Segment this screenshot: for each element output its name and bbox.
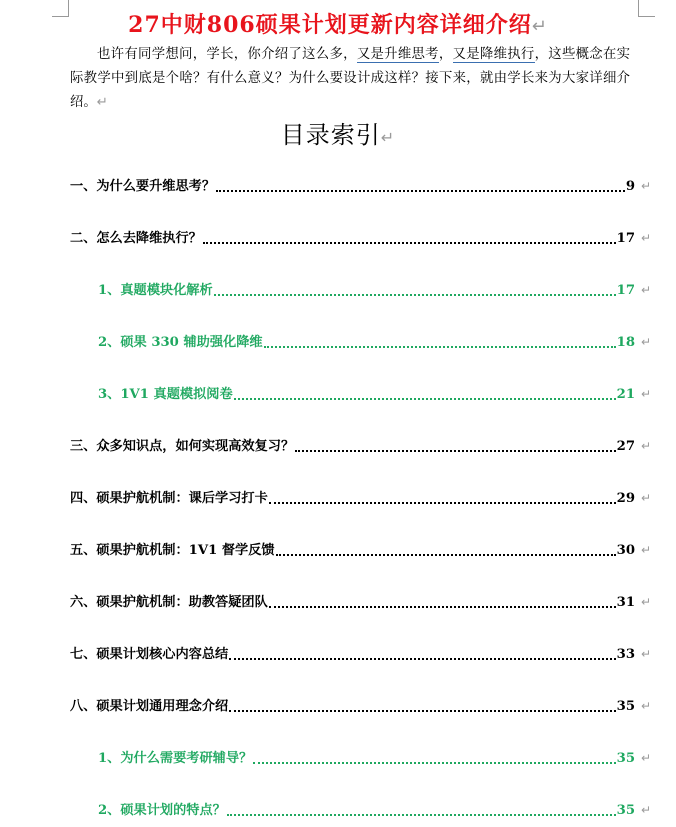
toc-entry-page: 35: [616, 699, 635, 714]
toc-entry-page: 33: [616, 647, 635, 662]
paragraph-mark-icon: ↵: [640, 543, 651, 557]
toc-entry-page: 35: [616, 803, 635, 818]
toc-entry-title: 七、硕果计划核心内容总结: [70, 647, 229, 662]
paragraph-mark-icon: ↵: [640, 439, 651, 453]
toc-entry-title: 3、1V1 真题模拟阅卷: [98, 387, 233, 402]
toc-entry-title: 二、怎么去降维执行？: [70, 231, 202, 246]
toc-entry-page: 9: [625, 179, 635, 194]
paragraph-mark-icon: ↵: [640, 283, 651, 297]
intro-underline-1: 又是升维思考: [356, 47, 439, 62]
intro-text-before: 也许有同学想问，学长，你介绍了这么多，: [97, 47, 357, 62]
toc-entry-page: 21: [616, 387, 635, 402]
intro-text-middle: ，: [438, 47, 453, 62]
toc-entry[interactable]: [70, 172, 651, 196]
paragraph-mark-icon: ↵: [640, 335, 651, 349]
toc-leader-dots: [203, 241, 616, 244]
toc-entry[interactable]: [70, 224, 651, 248]
toc-leader-dots: [264, 345, 616, 348]
toc-entry-page: 29: [616, 491, 635, 506]
toc-entry-title: 1、为什么需要考研辅导？: [98, 751, 253, 766]
document-title: [0, 8, 676, 39]
paragraph-mark-icon: ↵: [640, 647, 651, 661]
toc-leader-dots: [269, 501, 616, 504]
toc-leader-dots: [295, 449, 615, 452]
document-title-text: 27中财806硕果计划更新内容详细介绍: [128, 12, 532, 38]
toc-entry-page: 35: [616, 751, 635, 766]
paragraph-mark-icon: ↵: [531, 16, 548, 37]
toc-entry[interactable]: [70, 692, 651, 716]
toc-entry[interactable]: [70, 484, 651, 508]
paragraph-mark-icon: ↵: [640, 231, 651, 245]
toc-leader-dots: [216, 189, 625, 192]
toc-entry-title: 一、为什么要升维思考？: [70, 179, 216, 194]
toc-heading: [0, 115, 676, 150]
toc-leader-dots: [214, 293, 616, 296]
toc-entry-title: 六、硕果护航机制：助教答疑团队: [70, 595, 268, 610]
toc-entry-title: 五、硕果护航机制：1V1 督学反馈: [70, 543, 275, 558]
toc-leader-dots: [229, 709, 615, 712]
toc-leader-dots: [227, 813, 616, 816]
toc-leader-dots: [234, 397, 616, 400]
intro-underline-2: 又是降维执行: [452, 47, 535, 62]
toc-leader-dots: [269, 605, 616, 608]
toc-entry[interactable]: [98, 744, 651, 768]
toc-entry-page: 27: [616, 439, 635, 454]
intro-paragraph: [70, 43, 630, 115]
toc-entry-title: 2、硕果 330 辅助强化降维: [98, 335, 263, 350]
toc-entry-title: 四、硕果护航机制：课后学习打卡: [70, 491, 268, 506]
toc-entry-title: 2、硕果计划的特点？: [98, 803, 226, 818]
toc-leader-dots: [229, 657, 615, 660]
paragraph-mark-icon: ↵: [640, 803, 651, 817]
toc-entry[interactable]: [98, 276, 651, 300]
toc-entry[interactable]: [98, 380, 651, 404]
paragraph-mark-icon: ↵: [640, 179, 651, 193]
intro-text-after: ，这些概念在实际教学中到底是个啥？有什么意义？为什么要设计成这样？接下来，就由学长来为大家详细介绍。: [70, 47, 631, 110]
toc-entry[interactable]: [70, 588, 651, 612]
toc-entry-page: 18: [616, 335, 635, 350]
toc-leader-dots: [253, 761, 615, 764]
toc-entry-title: 三、众多知识点，如何实现高效复习？: [70, 439, 295, 454]
paragraph-mark-icon: ↵: [640, 491, 651, 505]
paragraph-mark-icon: ↵: [640, 595, 651, 609]
toc-entry[interactable]: [98, 796, 651, 820]
toc-entry[interactable]: [70, 536, 651, 560]
paragraph-mark-icon: ↵: [640, 751, 651, 765]
toc-entry-page: 17: [616, 283, 635, 298]
toc-entry-page: 17: [616, 231, 635, 246]
toc-entry-page: 30: [616, 543, 635, 558]
toc-entry[interactable]: [98, 328, 651, 352]
toc-leader-dots: [276, 553, 616, 556]
paragraph-mark-icon: ↵: [640, 699, 651, 713]
paragraph-mark-icon: ↵: [640, 387, 651, 401]
toc-heading-text: 目录索引: [280, 121, 381, 149]
toc-entry[interactable]: [70, 432, 651, 456]
toc-entry-page: 31: [616, 595, 635, 610]
toc-entry[interactable]: [70, 640, 651, 664]
toc-entry-title: 1、真题模块化解析: [98, 283, 213, 298]
toc-entry-title: 八、硕果计划通用理念介绍: [70, 699, 229, 714]
paragraph-mark-icon: ↵: [380, 128, 396, 147]
paragraph-mark-icon: ↵: [96, 95, 109, 110]
